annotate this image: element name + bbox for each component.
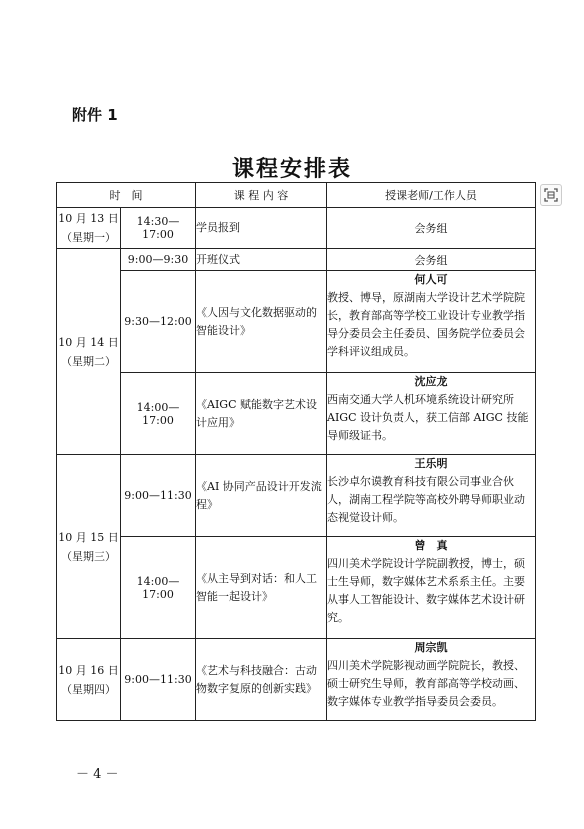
date-cell bbox=[57, 249, 121, 455]
date-text: 10 月 15 日 bbox=[58, 530, 119, 544]
table-row bbox=[57, 537, 536, 639]
teacher-cell bbox=[327, 639, 536, 721]
time-cell: 9:00—11:30 bbox=[121, 639, 196, 721]
date-text: 10 月 16 日 bbox=[58, 663, 119, 677]
time-cell: 9:30—12:00 bbox=[121, 271, 196, 373]
course-cell: 学员报到 bbox=[196, 208, 327, 249]
course-cell: 《人因与文化数据驱动的智能设计》 bbox=[196, 271, 327, 373]
weekday-text: （星期一） bbox=[61, 231, 116, 244]
time-cell: 9:00—11:30 bbox=[121, 455, 196, 537]
teacher-cell bbox=[327, 537, 536, 639]
teacher-cell bbox=[327, 373, 536, 455]
table-row bbox=[57, 249, 536, 271]
header-staff: 授课老师/工作人员 bbox=[327, 183, 536, 208]
teacher-bio: 西南交通大学人机环境系统设计研究所 AIGC 设计负责人，获工信部 AIGC 技能导师级证书。 bbox=[327, 393, 529, 442]
page-number: － 4 － bbox=[76, 767, 119, 782]
table-row bbox=[57, 455, 536, 537]
teacher-bio: 四川美术学院影视动画学院院长，教授、硕士研究生导师，教育部高等学校动画、数字媒体专业教学指导委员会委员。 bbox=[327, 659, 525, 708]
course-cell: 《AIGC 赋能数字艺术设计应用》 bbox=[196, 373, 327, 455]
page-title: 课程安排表 bbox=[231, 157, 352, 182]
weekday-text: （星期四） bbox=[61, 682, 116, 696]
attachment-label: 附件 1 bbox=[72, 106, 118, 124]
header-content: 课 程 内 容 bbox=[196, 183, 327, 208]
schedule-table bbox=[56, 182, 536, 721]
table-row bbox=[57, 373, 536, 455]
teacher-name: 周宗凯 bbox=[414, 641, 448, 654]
teacher-bio: 教授、博导，原湖南大学设计艺术学院院长，教育部高等学校工业设计专业教学指导分委员会主任委员、国务院学位委员会学科评议组成员。 bbox=[327, 291, 525, 358]
table-row bbox=[57, 271, 536, 373]
weekday-text: （星期三） bbox=[61, 549, 116, 563]
teacher-cell bbox=[327, 455, 536, 537]
date-cell bbox=[57, 639, 121, 721]
staff-cell: 会务组 bbox=[327, 249, 536, 271]
teacher-name: 何人可 bbox=[414, 273, 448, 286]
teacher-name: 王乐明 bbox=[414, 457, 448, 470]
date-cell bbox=[57, 455, 121, 639]
date-text: 10 月 13 日 bbox=[58, 212, 119, 225]
table-header-row bbox=[57, 183, 536, 208]
date-cell bbox=[57, 208, 121, 249]
teacher-name: 曾 真 bbox=[414, 539, 448, 552]
scan-icon[interactable] bbox=[540, 184, 562, 206]
course-cell: 《艺术与科技融合：古动物数字复原的创新实践》 bbox=[196, 639, 327, 721]
time-cell: 9:00—9:30 bbox=[121, 249, 196, 271]
date-text: 10 月 14 日 bbox=[58, 335, 119, 349]
course-cell: 开班仪式 bbox=[196, 249, 327, 271]
table-row bbox=[57, 639, 536, 721]
course-cell: 《AI 协同产品设计开发流程》 bbox=[196, 455, 327, 537]
time-cell: 14:30—17:00 bbox=[121, 208, 196, 249]
course-cell: 《从主导到对话：和人工智能一起设计》 bbox=[196, 537, 327, 639]
teacher-cell bbox=[327, 271, 536, 373]
weekday-text: （星期二） bbox=[61, 354, 116, 368]
scan-icon-glyph bbox=[541, 185, 561, 205]
table-row bbox=[57, 208, 536, 249]
staff-cell: 会务组 bbox=[327, 208, 536, 249]
time-cell: 14:00—17:00 bbox=[121, 537, 196, 639]
time-cell: 14:00—17:00 bbox=[121, 373, 196, 455]
teacher-bio: 四川美术学院设计学院副教授，博士，硕士生导师，数字媒体艺术系系主任。主要从事人工智能设计、数字媒体艺术设计研究。 bbox=[327, 557, 525, 624]
teacher-bio: 长沙卓尔谟教育科技有限公司事业合伙人，湖南工程学院等高校外聘导师职业动态视觉设计师。 bbox=[327, 475, 525, 524]
teacher-name: 沈应龙 bbox=[414, 375, 448, 388]
header-time: 时 间 bbox=[57, 183, 196, 208]
